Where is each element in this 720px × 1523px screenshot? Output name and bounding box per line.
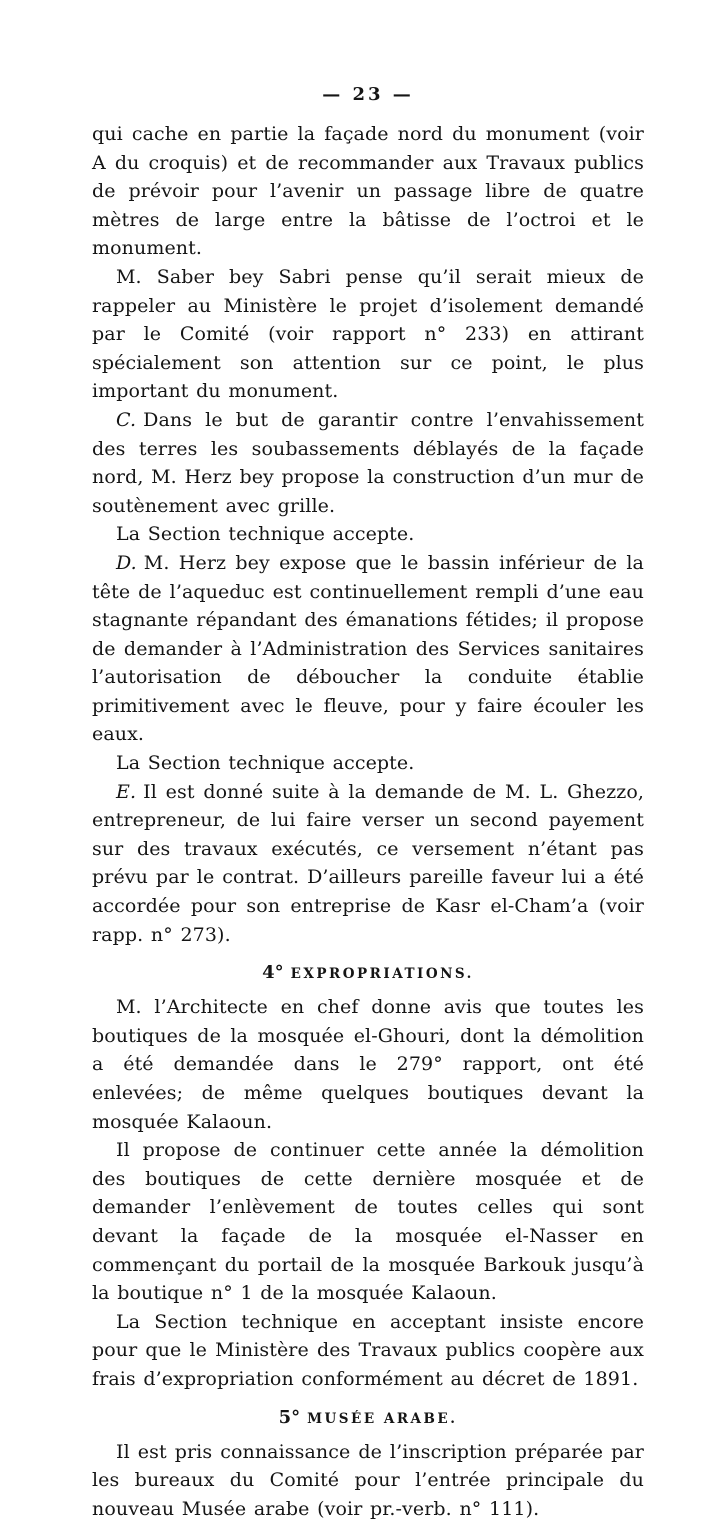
lead-letter-d: D. — [116, 551, 137, 574]
lead-letter-c: C. — [116, 408, 137, 431]
lead-letter-e: E. — [116, 780, 137, 803]
paragraph-text: M. Herz bey expose que le bassin inférieur de la tête de l’aqueduc est continuellement rempli d’une eau stagnante répandant des émanations fétides; il propose de demander à l’Administration des Services sanitaires l’autorisation de déboucher la conduite établie primitivement avec le fleuve, pour y faire écouler les eaux. — [92, 551, 644, 746]
section-heading-musee-arabe — [92, 1403, 644, 1431]
paragraph-text: Il est donné suite à la demande de M. L. Ghezzo, entrepreneur, de lui faire verser un second payement sur des travaux exécutés, ce versement n’étant pas prévu par le contrat. D’ailleurs pareille faveur lui a été accordée pour son entreprise de Kasr el-Cham’a (voir rapp. n° 273). — [92, 780, 644, 946]
section-title: MUSÉE ARABE. — [307, 1410, 458, 1427]
paragraph-continuation: qui cache en partie la façade nord du monument (voir A du croquis) et de recommander aux Travaux publics de prévoir pour l’avenir un passage libre de quatre mètres de large entre la bâtisse de l’octroi et le monument. — [92, 123, 644, 260]
paragraph-item-d — [92, 549, 644, 749]
paragraph-saber-bey: M. Saber bey Sabri pense qu’il serait mieux de rappeler au Ministère le projet d’isolement demandé par le Comité (voir rapport n° 233) en attirant spécialement son attention sur ce point, le plus important du monument. — [92, 265, 644, 403]
section-title: EXPROPRIATIONS. — [290, 966, 474, 983]
paragraph-inscription-musee: Il est pris connaissance de l’inscription préparée par les bureaux du Comité pour l’entrée principale du nouveau Musée arabe (voir pr.-verb. n° 111). — [92, 1440, 644, 1520]
paragraph-text: Dans le but de garantir contre l’envahissement des terres les soubassements déblayés de la façade nord, M. Herz bey propose la construction d’un mur de soutènement avec grille. — [92, 408, 644, 517]
section-heading-expropriations — [92, 958, 644, 986]
paragraph-section-accepts-2: La Section technique accepte. — [116, 752, 415, 775]
paragraph-architecte-avis: M. l’Architecte en chef donne avis que toutes les boutiques de la mosquée el-Ghouri, dont la démolition a été demandée dans le 279° rapport, ont été enlevées; de même quelques boutiques devant la mosquée Kalaoun. — [92, 996, 644, 1133]
paragraph-section-insiste: La Section technique en acceptant insiste encore pour que le Ministère des Travaux publics coopère aux frais d’expropriation conformément au décret de 1891. — [92, 1310, 644, 1390]
paragraph-item-e — [92, 778, 644, 950]
page-number: — 23 — — [322, 84, 414, 105]
paragraph-item-c — [92, 406, 644, 520]
section-number: 4° — [262, 962, 284, 984]
paragraph-demolition-continuation: Il propose de continuer cette année la démolition des boutiques de cette dernière mosquée et de demander l’enlèvement de toutes celles qui sont devant la façade de la mosquée el-Nasser en commençant du portail de la mosquée Barkouk jusqu’à la boutique n° 1 de la mosquée Kalaoun. — [92, 1139, 644, 1305]
section-number: 5° — [278, 1406, 301, 1428]
paragraph-section-accepts-1: La Section technique accepte. — [116, 523, 415, 546]
